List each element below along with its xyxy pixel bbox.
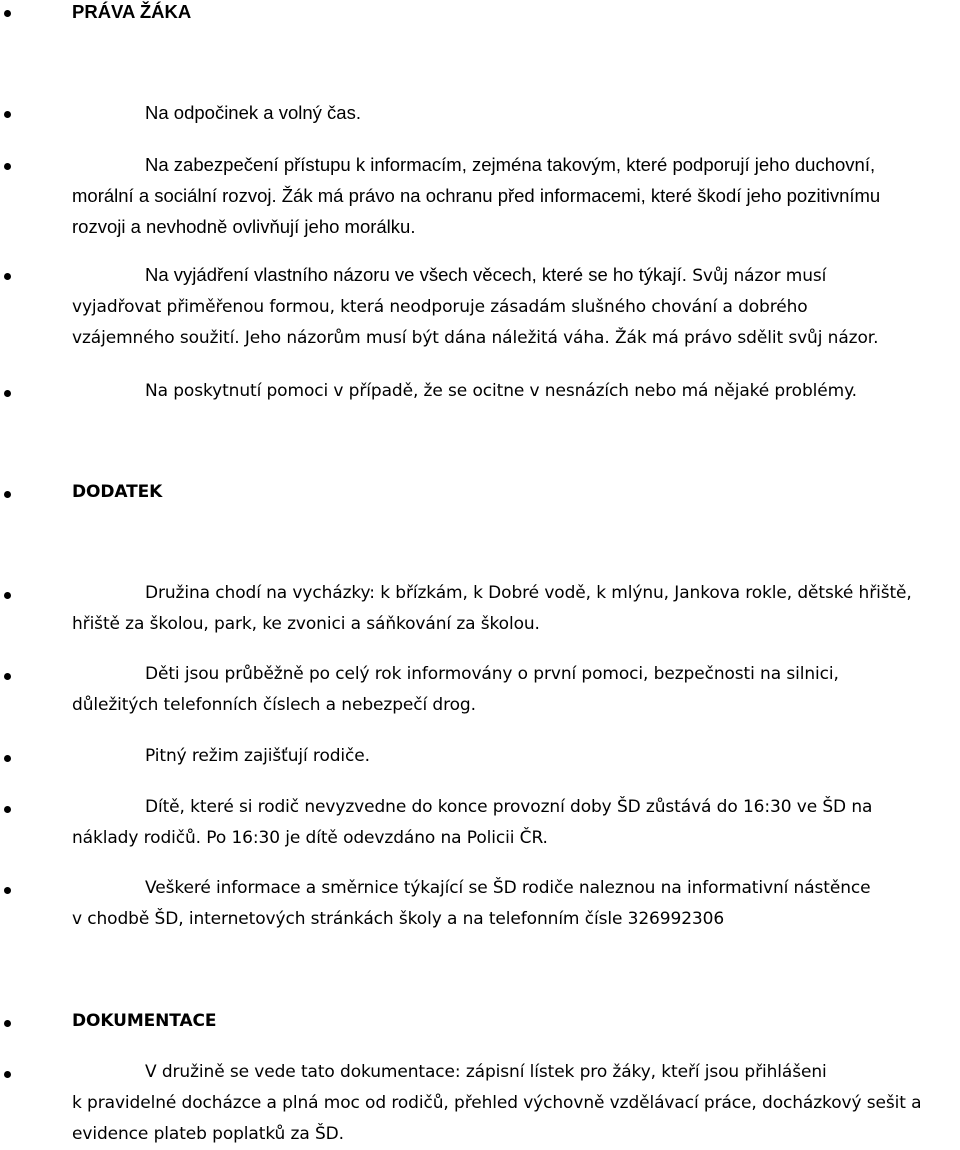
bullet-icon: [4, 10, 11, 17]
bullet-icon: [4, 1071, 11, 1078]
bullet-icon: [4, 163, 11, 170]
bullet-icon: [4, 111, 11, 118]
bullet-icon: [4, 806, 11, 813]
list-item-text: Na odpočinek a volný čas.: [145, 102, 361, 123]
documentation-heading: DOKUMENTACE: [72, 1011, 217, 1031]
rights-heading: PRÁVA ŽÁKA: [72, 1, 192, 22]
bullet-icon: [4, 887, 11, 894]
bullet-icon: [4, 673, 11, 680]
bullet-icon: [4, 1020, 11, 1027]
bullet-icon: [4, 755, 11, 762]
list-item-text: Dítě, které si rodič nevyzvedne do konce provozní doby ŠD zůstává do 16:30 ve ŠD na náklady rodičů. Po 16:30 je dítě odevzdáno na Policii ČR.: [72, 797, 873, 848]
bullet-icon: [4, 390, 11, 397]
bullet-icon: [4, 273, 11, 280]
list-item-text: Na poskytnutí pomoci v případě, že se ocitne v nesnázích nebo má nějaké problémy.: [145, 381, 857, 401]
bullet-icon: [4, 491, 11, 498]
bullet-icon: [4, 592, 11, 599]
addendum-heading: DODATEK: [72, 482, 163, 502]
list-item-text: Na vyjádření vlastního názoru ve všech věcech, které se ho týkají. Svůj názor musí vyjadřovat přiměřenou formou, která neodporuje zásadám slušného chování a dobrého vzájemného soužití. Jeho názorům musí být dána náležitá váha. Žák má právo sdělit svůj názor.: [72, 264, 879, 348]
list-item-text: Družina chodí na vycházky: k břízkám, k Dobré vodě, k mlýnu, Jankova rokle, dětské hřiště, hřiště za školou, park, ke zvonici a sáňkování za školou.: [72, 583, 912, 634]
list-item-text: Děti jsou průběžně po celý rok informovány o první pomoci, bezpečnosti na silnici, důležitých telefonních číslech a nebezpečí drog.: [72, 664, 839, 715]
list-item-text: Na zabezpečení přístupu k informacím, zejména takovým, které podporují jeho duchovní, morální a sociální rozvoj. Žák má právo na ochranu před informacemi, které škodí jeho pozitivnímu rozvoji a nevhodně ovlivňují jeho morálku.: [72, 154, 881, 237]
list-item-text: V družině se vede tato dokumentace: zápisní lístek pro žáky, kteří jsou přihlášeni k pravidelné docházce a plná moc od rodičů, přehled výchovně vzdělávací práce, docházkový sešit a evidence plateb poplatků za ŠD.: [72, 1062, 922, 1144]
list-item-text: Pitný režim zajišťují rodiče.: [145, 746, 370, 766]
list-item-text: Veškeré informace a směrnice týkající se ŠD rodiče naleznou na informativní nástěnce v chodbě ŠD, internetových stránkách školy a na telefonním čísle 326992306: [72, 878, 871, 929]
